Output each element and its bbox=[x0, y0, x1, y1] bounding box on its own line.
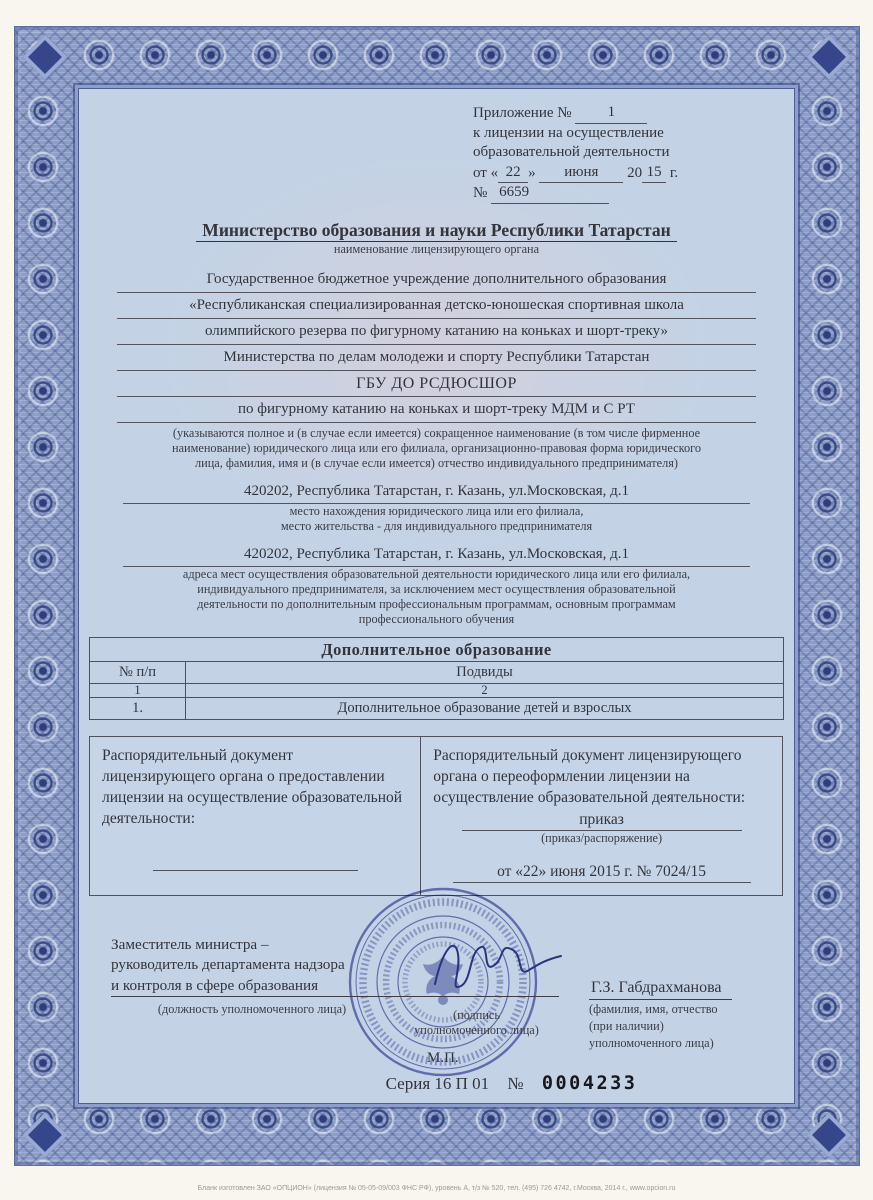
series-label: Серия bbox=[385, 1073, 431, 1093]
organization-acronym-line: ГБУ ДО РСДЮСШОР bbox=[117, 371, 756, 397]
table-index-row: 1 2 bbox=[90, 683, 784, 697]
table-header-row bbox=[90, 661, 784, 683]
column-header-index: № п/п bbox=[90, 661, 186, 683]
table-title-row bbox=[90, 637, 784, 661]
order-date-line: от «22» июня 2015 г. № 7024/15 bbox=[453, 861, 751, 883]
organization-name-line: Государственное бюджетное учреждение дополнительного образования bbox=[117, 267, 756, 293]
signatory-name-block: Г.З. Габдрахманова (фамилия, имя, отчество (при наличии) уполномоченного лица) bbox=[589, 978, 732, 1051]
corner-ornament bbox=[806, 34, 851, 79]
license-reissue-order-box bbox=[420, 736, 783, 896]
appendix-number-line: Приложение № 1 bbox=[473, 103, 758, 124]
corner-ornament bbox=[806, 1112, 851, 1157]
signature-zone bbox=[89, 902, 784, 1070]
activity-address-value: 420202, Республика Татарстан, г. Казань, ул.Московская, д.1 bbox=[123, 543, 750, 567]
appendix-number-value: 1 bbox=[575, 103, 647, 124]
reissue-order-text: Распорядительный документ лицензирующего органа о переоформлении лицензии на осуществление образовательной деятельности: bbox=[433, 746, 746, 806]
column-header-subtypes: Подвиды bbox=[186, 661, 784, 683]
licensing-authority-name: Министерство образования и науки Республики Татарстан bbox=[196, 219, 676, 242]
organization-name-line: Министерства по делам молодежи и спорту Республики Татарстан bbox=[117, 345, 756, 371]
license-number-line: № 6659 bbox=[473, 183, 758, 204]
organization-caption: (указываются полное и (в случае если имеется) сокращенное наименование (в том числе фирменное наименование) юридического лица или его филиала, организационно-правовая форма юридического лица, фамилия, имя и (в случае если имеется) отчество индивидуального предпринимателя) bbox=[171, 425, 702, 470]
row-value-cell: Дополнительное образование детей и взрослых bbox=[186, 697, 784, 719]
blank-order-line bbox=[153, 857, 358, 871]
order-document-type: приказ bbox=[462, 810, 742, 831]
education-types-table bbox=[89, 637, 784, 720]
order-type-caption: (приказ/распоряжение) bbox=[541, 830, 663, 845]
series-value: 16 П 01 bbox=[434, 1073, 490, 1093]
appendix-subtitle-line1: к лицензии на осуществление bbox=[473, 124, 664, 141]
seal-place-mark: М.П. bbox=[427, 1049, 459, 1066]
licensing-authority bbox=[115, 219, 758, 257]
license-date-day: 22 bbox=[498, 163, 528, 184]
serial-number: 0004233 bbox=[541, 1072, 638, 1094]
legal-address-block: 420202, Республика Татарстан, г. Казань, ул.Московская, д.1 место нахождения юридического лица или его филиала, место жительства - для индивидуального предпринимателя bbox=[115, 480, 758, 534]
legal-address-value: 420202, Республика Татарстан, г. Казань, ул.Московская, д.1 bbox=[123, 480, 750, 504]
order-boxes bbox=[89, 736, 784, 896]
organization-name-block bbox=[115, 267, 758, 471]
appendix-subtitle-line2: образовательной деятельности bbox=[473, 144, 670, 160]
licensing-authority-caption: наименование лицензирующего органа bbox=[333, 241, 540, 256]
activity-address-block: 420202, Республика Татарстан, г. Казань, ул.Московская, д.1 адреса мест осуществления образовательной деятельности юридического лица или его филиала, индивидуального предпринимателя, за исключением мест осуществления образовательной деятельности по дополнительным профессиональным программам, основным программам профессионального обучения bbox=[115, 543, 758, 627]
document-field bbox=[78, 88, 795, 1104]
organization-name-line: олимпийского резерва по фигурному катанию на коньках и шорт-треку» bbox=[117, 319, 756, 345]
appendix-reference-block bbox=[473, 103, 758, 204]
table-title: Дополнительное образование bbox=[90, 637, 784, 661]
signatory-position: Заместитель министра – руководитель департамента надзора и контроля в сфере образования bbox=[111, 935, 559, 998]
grant-order-text: Распорядительный документ лицензирующего органа о предоставлении лицензии на осуществление образовательной деятельности: bbox=[102, 746, 403, 827]
printer-imprint: Бланк изготовлен ЗАО «ОПЦИОН» (лицензия № 05-05-09/003 ФНС РФ), уровень А, т/з № 520, тел. (495) 726 4742, г.Москва, 2014 г., www.opcion.ru bbox=[197, 1185, 676, 1192]
organization-name-line: «Республиканская специализированная детско-юношеская спортивная школа bbox=[117, 293, 756, 319]
position-caption: (должность уполномоченного лица) bbox=[157, 1001, 347, 1016]
series-number-label: № bbox=[507, 1073, 524, 1093]
corner-ornament bbox=[22, 34, 67, 79]
license-date-line: от « 22 » июня 20 15 г. bbox=[473, 163, 758, 184]
row-index-cell: 1. bbox=[90, 697, 186, 719]
organization-name-line: по фигурному катанию на коньках и шорт-треку МДМ и С РТ bbox=[117, 397, 756, 423]
table-row bbox=[90, 697, 784, 719]
license-number-value: 6659 bbox=[491, 183, 609, 204]
license-date-month: июня bbox=[539, 163, 623, 184]
signature-caption: (подпись уполномоченного лица) bbox=[414, 1007, 539, 1037]
corner-ornament bbox=[22, 1112, 67, 1157]
license-grant-order-box bbox=[89, 736, 421, 896]
license-date-year: 15 bbox=[642, 163, 666, 184]
signatory-name: Г.З. Габдрахманова bbox=[589, 978, 732, 1000]
